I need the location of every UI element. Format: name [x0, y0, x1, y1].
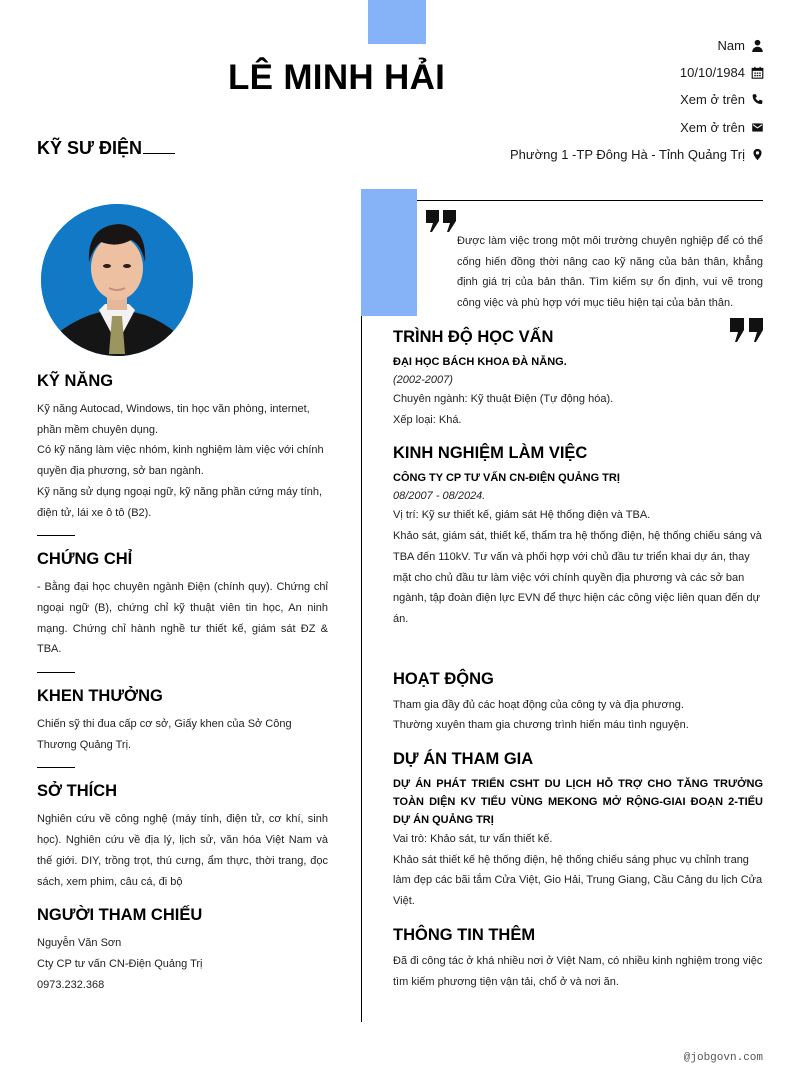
phone-icon [750, 93, 764, 107]
calendar-icon [750, 66, 764, 80]
skills-section [37, 372, 328, 523]
candidate-name: LÊ MINH HẢI [228, 58, 446, 97]
section-title-experience: KINH NGHIỆM LÀM VIỆC [393, 444, 588, 463]
job-title [37, 138, 175, 159]
section-title-hobbies: SỞ THÍCH [37, 782, 118, 801]
section-title-activities: HOẠT ĐỘNG [393, 669, 494, 688]
skills-line: Có kỹ năng làm việc nhóm, kinh nghiệm làm việc với chính quyền địa phương, sở ban ngành. [37, 444, 324, 478]
education-major: Chuyên ngành: Kỹ thuật Điện (Tự động hóa). [393, 393, 614, 405]
contact-address [510, 141, 764, 168]
section-title-skills: KỸ NĂNG [37, 372, 114, 390]
projects-section [393, 750, 763, 912]
section-title-projects: DỰ ÁN THAM GIA [393, 750, 534, 769]
section-title-additional: THÔNG TIN THÊM [393, 925, 536, 944]
email-value: Xem ở trên [680, 119, 745, 135]
awards-section [37, 687, 328, 755]
career-objective: Được làm việc trong một môi trường chuyên nghiệp để có thể cống hiến đồng thời nâng cao kỹ năng của bản thân, khẳng định giá trị của bản thân. Tìm kiếm sự ổn định, vui vẽ trong công việc và phù hợp với mục tiêu hiện tại của bản thân. [457, 235, 763, 310]
certificates-section [37, 550, 328, 660]
references-section [37, 906, 328, 995]
address-value: Phường 1 -TP Đông Hà - Tỉnh Quảng Trị [510, 146, 745, 162]
phone-value: Xem ở trên [680, 92, 745, 108]
project-name: DỰ ÁN PHÁT TRIỂN CSHT DU LỊCH HỖ TRỢ CHO TĂNG TRƯỞNG TOÀN DIỆN KV TIỂU VÙNG MEKONG MỞ RỘNG-GIAI ĐOẠN 2-TIỂU DỰ ÁN QUẢNG TRỊ [393, 778, 763, 827]
section-title-certificates: CHỨNG CHỈ [37, 550, 133, 569]
skills-line: Kỹ năng sử dụng ngoại ngữ, kỹ năng phần cứng máy tính, điện tử, lái xe ô tô (B2). [37, 485, 323, 519]
reference-company: Cty CP tư vấn CN-Điện Quảng Trị [37, 957, 203, 970]
experience-period: 08/2007 - 08/2024. [393, 490, 486, 503]
job-title-text: KỸ SƯ ĐIỆN [37, 138, 142, 158]
envelope-icon [750, 120, 764, 134]
contact-info [510, 32, 764, 168]
accent-bar [361, 189, 417, 316]
map-pin-icon [750, 147, 764, 161]
divider [37, 535, 75, 536]
additional-text: Đã đi công tác ở khá nhiều nơi ở Việt Nam, có nhiều kinh nghiệm trong việc tìm kiếm phương tiện vận tải, chổ ở và nơi ăn. [393, 954, 763, 988]
activity-line: Thường xuyên tham gia chương trình hiến máu tình nguyện. [393, 719, 689, 732]
objective-top-rule [417, 200, 763, 201]
open-quote-icon [426, 210, 458, 232]
experience-position: Vị trí: Kỹ sư thiết kế, giám sát Hệ thống điện và TBA. [393, 509, 651, 522]
awards-text: Chiến sỹ thi đua cấp cơ sở, Giấy khen của Sở Công Thương Quảng Trị. [37, 718, 292, 751]
avatar [41, 204, 193, 356]
hobbies-text: Nghiên cứu về công nghệ (máy tính, điện tử, cơ khí, sinh học). Nghiên cứu về địa lý, lịch sử, văn hóa Việt Nam và thế giới. DIY, trồng trọt, thú cưng, ẩm thực, thời trang, đọc sách, xem phim, câu cá, đi bộ [37, 813, 328, 888]
education-grade: Xếp loại: Khá. [393, 413, 462, 426]
education-period: (2002-2007) [393, 374, 453, 386]
accent-block-top [368, 0, 426, 44]
experience-section [393, 444, 763, 629]
contact-gender [718, 32, 764, 59]
divider [37, 672, 75, 673]
right-column [393, 328, 763, 1006]
education-section [393, 328, 763, 430]
column-divider [361, 316, 362, 1022]
section-title-references: NGƯỜI THAM CHIẾU [37, 906, 203, 925]
activities-section [393, 670, 763, 736]
section-title-education: TRÌNH ĐỘ HỌC VẤN [393, 328, 554, 346]
person-icon [750, 39, 764, 53]
school-name: ĐẠI HỌC BÁCH KHOA ĐÀ NẴNG. [393, 356, 567, 368]
birthdate-value: 10/10/1984 [679, 65, 745, 81]
reference-phone: 0973.232.368 [37, 978, 105, 991]
section-title-awards: KHEN THƯỞNG [37, 687, 163, 706]
project-description: Khảo sát thiết kế hệ thống điện, hệ thống chiếu sáng phục vụ chỉnh trang làm đẹp các bãi tắm Cửa Việt, Gio Hải, Trung Giang, Cầu Cảng du lịch Cửa Việt. [393, 853, 763, 908]
reference-name: Nguyễn Văn Sơn [37, 937, 122, 950]
project-role: Vai trò: Khảo sát, tư vấn thiết kế. [393, 833, 553, 846]
contact-email [680, 114, 764, 141]
gender-value: Nam [717, 38, 745, 54]
experience-description: Khảo sát, giám sát, thiết kế, thẩm tra hệ thống điện, hệ thống chiếu sáng và TBA đến 110kV. Tư vấn và phối hợp với chủ đầu tư triển khai dự án, thay mặt cho chủ đầu tư làm việc với chính quyền địa phương và các sở ban ngành, tập đoàn điện lực EVN để thực hiện các công việc liên quan đến dự án. [393, 530, 762, 625]
company-name: CÔNG TY CP TƯ VẤN CN-ĐIỆN QUẢNG TRỊ [393, 472, 620, 485]
watermark: @jobgovn.com [683, 1052, 763, 1064]
contact-phone [680, 86, 764, 113]
skills-line: Kỹ năng Autocad, Windows, tin học văn phòng, internet, phần mềm chuyên dụng. [37, 403, 310, 436]
certificates-text: - Bằng đại học chuyên ngành Điện (chính quy). Chứng chỉ ngoại ngữ (B), chứng chỉ kỹ thuật viên tin học, An ninh mạng. Chứng chỉ hành nghề tư thiết kế, giám sát ĐZ & TBA. [37, 581, 328, 656]
activity-line: Tham gia đầy đủ các hoạt động của công ty và địa phương. [393, 698, 684, 711]
hobbies-section [37, 782, 328, 892]
left-column [37, 372, 328, 995]
divider [37, 767, 75, 768]
contact-birthdate [680, 59, 764, 86]
job-title-underline [143, 153, 175, 154]
additional-info-section [393, 926, 763, 992]
